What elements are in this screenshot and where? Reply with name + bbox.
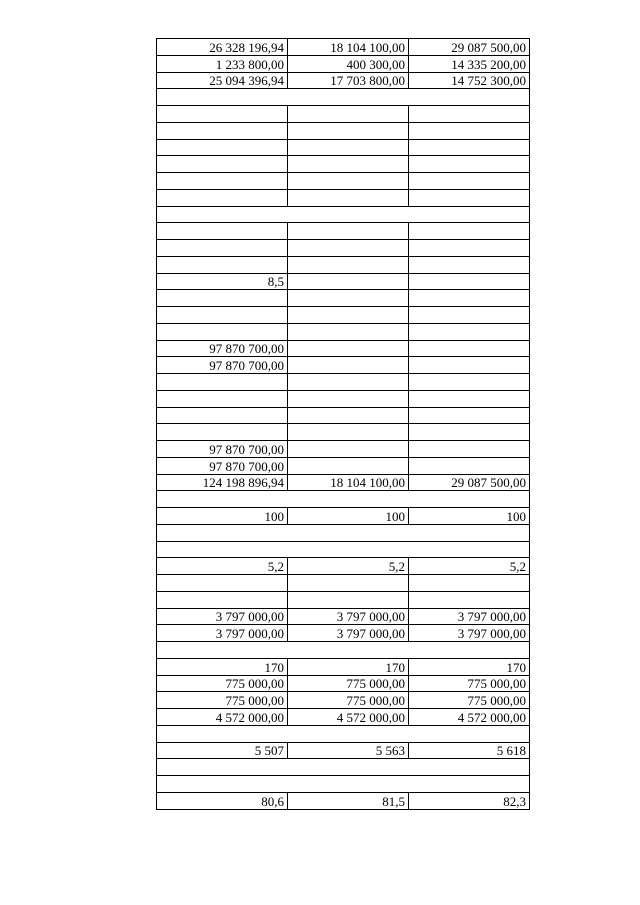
table-cell-col3: 82,3 [409, 792, 530, 809]
table-cell-col1: 97 870 700,00 [157, 441, 288, 458]
table-cell-col2 [288, 575, 409, 592]
table-row [157, 357, 530, 374]
table-cell-col3 [409, 357, 530, 374]
table-cell-col3 [409, 106, 530, 123]
table-cell-col3 [409, 323, 530, 340]
table-row [157, 223, 530, 240]
table-row [157, 558, 530, 575]
table-cell-col2: 5 563 [288, 742, 409, 759]
table-cell-col1: 775 000,00 [157, 692, 288, 709]
table-cell-col2: 81,5 [288, 792, 409, 809]
table-cell-col1 [157, 223, 288, 240]
table-cell-col1 [157, 240, 288, 257]
table-cell-col2 [288, 156, 409, 173]
table-cell-col1: 5,2 [157, 558, 288, 575]
table-row [157, 491, 530, 508]
table-cell-col1 [157, 407, 288, 424]
table-spacer-row-cell [157, 776, 530, 793]
table-row [157, 776, 530, 793]
budget-table [156, 38, 530, 810]
table-row [157, 240, 530, 257]
table-cell-col2: 18 104 100,00 [288, 474, 409, 491]
table-cell-col1 [157, 173, 288, 190]
table-cell-col2 [288, 374, 409, 391]
table-cell-col2 [288, 357, 409, 374]
table-spacer-row-cell [157, 759, 530, 776]
table-row [157, 725, 530, 742]
table-cell-col3 [409, 122, 530, 139]
table-row [157, 256, 530, 273]
table-spacer-row-cell [157, 89, 530, 106]
table-cell-col1 [157, 156, 288, 173]
table-cell-col1 [157, 189, 288, 206]
table-cell-col2 [288, 106, 409, 123]
table-cell-col1: 3 797 000,00 [157, 608, 288, 625]
table-row [157, 323, 530, 340]
table-cell-col2: 17 703 800,00 [288, 72, 409, 89]
table-row [157, 374, 530, 391]
table-row [157, 390, 530, 407]
table-cell-col3 [409, 407, 530, 424]
table-cell-col3: 14 752 300,00 [409, 72, 530, 89]
table-cell-col3: 4 572 000,00 [409, 709, 530, 726]
table-cell-col2 [288, 189, 409, 206]
table-cell-col3 [409, 441, 530, 458]
table-cell-col1 [157, 591, 288, 608]
table-cell-col1: 100 [157, 508, 288, 525]
table-row [157, 189, 530, 206]
table-cell-col3 [409, 591, 530, 608]
table-cell-col2 [288, 256, 409, 273]
table-cell-col3 [409, 290, 530, 307]
table-cell-col3 [409, 424, 530, 441]
table-cell-col2: 18 104 100,00 [288, 39, 409, 56]
table-spacer-row-cell [157, 725, 530, 742]
table-cell-col3 [409, 575, 530, 592]
table-cell-col3 [409, 240, 530, 257]
table-cell-col2: 5,2 [288, 558, 409, 575]
table-cell-col3 [409, 223, 530, 240]
table-cell-col3: 14 335 200,00 [409, 55, 530, 72]
table-cell-col2 [288, 340, 409, 357]
table-cell-col1 [157, 139, 288, 156]
table-cell-col1 [157, 390, 288, 407]
table-cell-col1: 4 572 000,00 [157, 709, 288, 726]
table-cell-col3: 5,2 [409, 558, 530, 575]
table-cell-col2 [288, 173, 409, 190]
table-cell-col3: 775 000,00 [409, 675, 530, 692]
table-row [157, 692, 530, 709]
table-cell-col3 [409, 390, 530, 407]
table-cell-col1: 775 000,00 [157, 675, 288, 692]
table-cell-col3 [409, 173, 530, 190]
table-cell-col2 [288, 273, 409, 290]
table-cell-col2: 4 572 000,00 [288, 709, 409, 726]
table-row [157, 307, 530, 324]
table-row [157, 89, 530, 106]
table-cell-col3 [409, 256, 530, 273]
table-row [157, 591, 530, 608]
table-cell-col3: 29 087 500,00 [409, 39, 530, 56]
table-cell-col2: 170 [288, 658, 409, 675]
table-cell-col1: 5 507 [157, 742, 288, 759]
table-row [157, 173, 530, 190]
table-cell-col2 [288, 424, 409, 441]
table-row [157, 792, 530, 809]
table-cell-col1: 124 198 896,94 [157, 474, 288, 491]
table-cell-col1: 8,5 [157, 273, 288, 290]
table-cell-col2 [288, 122, 409, 139]
table-cell-col3: 100 [409, 508, 530, 525]
table-row [157, 541, 530, 558]
table-cell-col1: 3 797 000,00 [157, 625, 288, 642]
table-cell-col1 [157, 575, 288, 592]
table-cell-col2: 3 797 000,00 [288, 608, 409, 625]
table-cell-col2 [288, 240, 409, 257]
table-cell-col3: 5 618 [409, 742, 530, 759]
table-cell-col2 [288, 457, 409, 474]
table-spacer-row-cell [157, 642, 530, 659]
table-row [157, 407, 530, 424]
table-cell-col1: 25 094 396,94 [157, 72, 288, 89]
table-cell-col3 [409, 156, 530, 173]
table-cell-col1 [157, 323, 288, 340]
table-row [157, 441, 530, 458]
table-row [157, 424, 530, 441]
table-row [157, 39, 530, 56]
table-cell-col2: 400 300,00 [288, 55, 409, 72]
budget-table-body [157, 39, 530, 810]
table-cell-col1 [157, 424, 288, 441]
table-cell-col3 [409, 340, 530, 357]
table-row [157, 608, 530, 625]
table-spacer-row-cell [157, 206, 530, 223]
table-row [157, 273, 530, 290]
table-row [157, 139, 530, 156]
table-row [157, 156, 530, 173]
table-row [157, 457, 530, 474]
table-cell-col2: 775 000,00 [288, 675, 409, 692]
table-cell-col1 [157, 290, 288, 307]
table-cell-col3: 3 797 000,00 [409, 608, 530, 625]
table-row [157, 642, 530, 659]
table-cell-col2: 775 000,00 [288, 692, 409, 709]
table-spacer-row-cell [157, 541, 530, 558]
table-cell-col1: 97 870 700,00 [157, 357, 288, 374]
table-cell-col2 [288, 390, 409, 407]
table-cell-col3 [409, 189, 530, 206]
table-cell-col3: 170 [409, 658, 530, 675]
table-cell-col2 [288, 223, 409, 240]
table-row [157, 742, 530, 759]
table-row [157, 709, 530, 726]
table-cell-col3 [409, 457, 530, 474]
table-row [157, 340, 530, 357]
table-row [157, 575, 530, 592]
table-row [157, 508, 530, 525]
table-row [157, 55, 530, 72]
table-row [157, 72, 530, 89]
table-row [157, 625, 530, 642]
table-cell-col1 [157, 307, 288, 324]
table-spacer-row-cell [157, 491, 530, 508]
table-cell-col1 [157, 256, 288, 273]
table-cell-col3: 775 000,00 [409, 692, 530, 709]
table-cell-col1 [157, 374, 288, 391]
table-cell-col1: 97 870 700,00 [157, 457, 288, 474]
table-row [157, 206, 530, 223]
table-cell-col2: 100 [288, 508, 409, 525]
table-cell-col3 [409, 139, 530, 156]
table-row [157, 658, 530, 675]
table-cell-col1: 1 233 800,00 [157, 55, 288, 72]
table-cell-col3 [409, 374, 530, 391]
table-row [157, 290, 530, 307]
table-cell-col2 [288, 307, 409, 324]
table-cell-col3: 29 087 500,00 [409, 474, 530, 491]
table-row [157, 474, 530, 491]
table-row [157, 106, 530, 123]
table-cell-col1: 26 328 196,94 [157, 39, 288, 56]
table-row [157, 122, 530, 139]
table-cell-col1 [157, 106, 288, 123]
table-cell-col3 [409, 307, 530, 324]
table-cell-col3 [409, 273, 530, 290]
table-cell-col2 [288, 407, 409, 424]
table-spacer-row-cell [157, 524, 530, 541]
table-row [157, 675, 530, 692]
table-cell-col2 [288, 139, 409, 156]
table-cell-col1: 170 [157, 658, 288, 675]
table-cell-col2 [288, 290, 409, 307]
table-cell-col1 [157, 122, 288, 139]
table-cell-col2: 3 797 000,00 [288, 625, 409, 642]
table-cell-col2 [288, 591, 409, 608]
table-cell-col2 [288, 441, 409, 458]
table-cell-col1: 80,6 [157, 792, 288, 809]
table-cell-col2 [288, 323, 409, 340]
table-cell-col3: 3 797 000,00 [409, 625, 530, 642]
table-row [157, 759, 530, 776]
table-cell-col1: 97 870 700,00 [157, 340, 288, 357]
table-row [157, 524, 530, 541]
